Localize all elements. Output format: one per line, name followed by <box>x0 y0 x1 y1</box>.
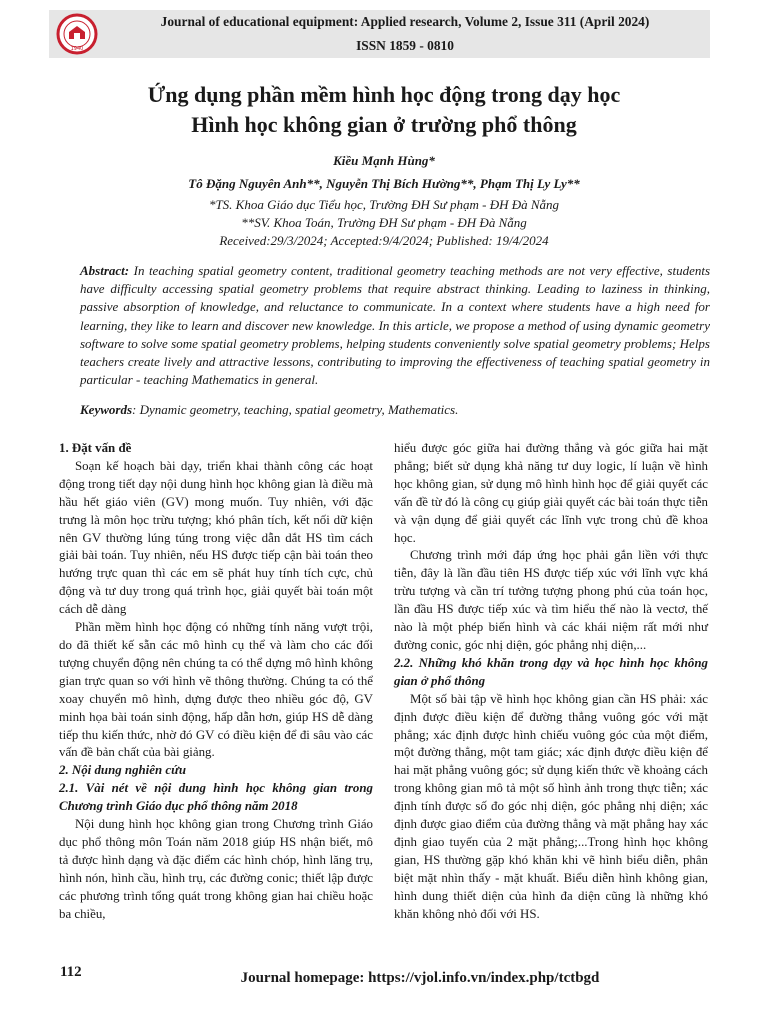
page-number: 112 <box>60 964 82 980</box>
abstract-text: In teaching spatial geometry content, traditional geometry teaching methods are not very effective, students have difficulty accessing spatial geometry problems that require abstract thinking. Leading to laziness in thinking, passive absorption of knowledge, and reluctance to communicate. In a context where students have a high need for learning, they like to learn and discover new knowledge. In this article, we propose a method of using dynamic geometry software to solve some spatial geometry problems, helping students conveniently solve spatial geometry problems; Helps teachers create lively and attractive lessons, contributing to improving the effectiveness of teaching spatial geometry in particular - teaching Mathematics in general. <box>80 263 711 388</box>
body-column-left <box>59 440 373 923</box>
journal-citation: Journal of educational equipment: Applied research, Volume 2, Issue 311 (April 2024) <box>160 14 650 29</box>
subsection-heading-2-1: 2.1. Vài nét về nội dung hình học không gian trong Chương trình Giáo dục phổ thông năm 2018 <box>59 781 373 814</box>
co-authors: Tô Đặng Nguyên Anh**, Nguyễn Thị Bích Hường**, Phạm Thị Ly Ly** <box>188 176 580 191</box>
journal-logo <box>56 13 98 55</box>
section-heading-2: 2. Nội dung nghiên cứu <box>59 763 186 778</box>
paragraph: Một số bài tập về hình học không gian cần HS phải: xác định được điều kiện để đường thẳng vuông góc với mặt phẳng; xác định được hình chiếu vuông góc của một điểm, một đường thẳng, một tam giác; xác định được điều kiện để hai mặt phẳng vuông góc; sử dụng kiến thức về khoảng cách trong không gian mô tả một số hình ảnh trong thực tiễn; xác định tính được số đo góc nhị diện, góc phẳng nhị diện; xác định được giao điểm của đường thẳng và mặt phẳng hay xác định giao tuyến của 2 mặt phẳng;...Trong hình học không gian, HS thường gặp khó khăn khi vẽ hình biểu diễn, phân biệt mặt nhìn thấy - mặt khuất. Biểu diễn hình không gian, hình dung thiết diện của hình đa diện cũng là những khó khăn không nhỏ đối với HS. <box>394 691 708 921</box>
article-title-line-1: Ứng dụng phần mềm hình học động trong dạy học <box>147 82 621 107</box>
body-column-right <box>394 440 708 923</box>
section-heading-1: 1. Đặt vấn đề <box>59 441 132 455</box>
paragraph: Nội dung hình học không gian trong Chương trình Giáo dục phổ thông môn Toán năm 2018 giúp HS nhận biết, mô tả được hình dạng và đặc điểm các hình chóp, hình lăng trụ, hình nón, hình cầu, hình trụ, các đường conic; thiết lập được các phương trình tổng quát trong không gian hai chiều hoặc ba chiều, <box>59 817 373 921</box>
article-title-line-2: Hình học không gian ở trường phổ thông <box>191 112 577 137</box>
corresponding-author: Kiều Mạnh Hùng* <box>333 153 435 168</box>
subsection-heading-2-2: 2.2. Những khó khăn trong dạy và học hình học không gian ở phổ thông <box>394 655 708 688</box>
logo-year: 1940 <box>70 46 84 52</box>
issn: ISSN 1859 - 0810 <box>356 38 454 53</box>
paragraph: Phần mềm hình học động có những tính năng vượt trội, do đã thiết kế sẵn các mô hình cụ thể và làm cho các đối tượng chuyển động nên chúng ta có thể dựng mô hình không gian trực quan so với hình vẽ thông thường. Chúng ta có thể xoay chuyển mô hình, dựng được theo nhiều góc độ, GV minh họa bài toán sinh động, hấp dẫn hơn, giúp HS dễ dàng tiếp thu kiến thức, nhờ đó GV có điều kiện để đi sâu vào các vấn đề bản chất của bài giảng. <box>59 620 374 760</box>
affiliation-1: *TS. Khoa Giáo dục Tiểu học, Trường ĐH Sư phạm - ĐH Đà Nẵng <box>208 197 560 212</box>
abstract-label: Abstract: <box>80 263 130 278</box>
article-dates: Received:29/3/2024; Accepted:9/4/2024; Published: 19/4/2024 <box>219 233 549 248</box>
keywords-text: : Dynamic geometry, teaching, spatial geometry, Mathematics. <box>132 402 459 417</box>
keywords-label: Keywords <box>80 402 132 417</box>
keywords <box>80 402 710 418</box>
abstract <box>80 262 710 389</box>
affiliation-2: **SV. Khoa Toán, Trường ĐH Sư phạm - ĐH Đà Nẵng <box>241 215 527 230</box>
paragraph: Chương trình mới đáp ứng học phải gắn liền với thực tiễn, đây là lần đầu tiên HS được tiếp xúc với lĩnh vực khá trừu tượng và cần trí tưởng tượng phong phú của toán học, lần đầu HS được tiếp xúc và tìm hiểu thế nào là vectơ, thế nào là một phép biến hình và các khái niệm rất mới như đường conic, góc nhị diện, góc phẳng nhị diện,... <box>394 548 708 652</box>
journal-homepage: Journal homepage: https://vjol.info.vn/index.php/tctbgd <box>240 970 600 986</box>
paragraph: hiểu được góc giữa hai đường thẳng và góc giữa hai mặt phẳng; biết sử dụng khả năng tư duy logic, lí luận về hình học không gian, sử dụng mô hình hình học để giải quyết các vấn đề từ đó là công cụ giúp giải quyết các bài toán thực tiễn và vận dụng để giải quyết các lĩnh vực trong chủ đề khoa học. <box>394 441 708 545</box>
paragraph: Soạn kế hoạch bài dạy, triển khai thành công các hoạt động trong tiết dạy nội dung hình học không gian là điều mà hầu hết giáo viên (GV) mong muốn. Tuy nhiên, với đặc trưng là môn học trừu tượng; khó phân tích, kết nối dữ kiện nên GV thường lúng túng trong việc dẫn dắt HS tìm cách giải bài toán. Tuy nhiên, nếu HS được tiếp cận bài toán theo hướng trực quan thì các em sẽ phát huy tính tích cực, chủ động và tư duy trong quá trình học, giải quyết bài toán một cách dễ dàng <box>59 458 373 617</box>
